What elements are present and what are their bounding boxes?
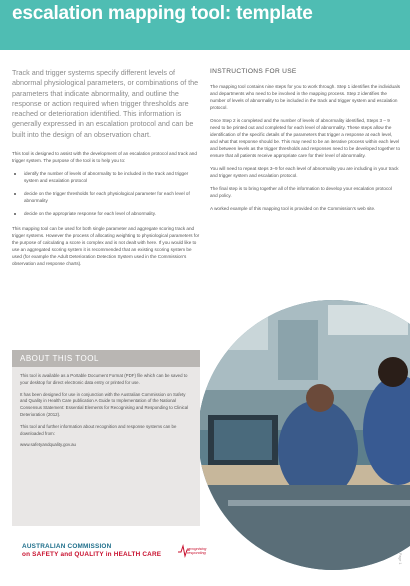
website-link[interactable]: www.safetyandquality.gov.au <box>20 442 76 448</box>
intro-lead-paragraph: Track and trigger systems specify different levels of abnormal physiological parameters, or combinations of the parameters that indicate abnormality, and outline the response or action required when trigger thresholds are reached or deterioration identified. This information is generally expressed in an escalation protocol and can be built into the design of an observation chart. <box>12 68 199 139</box>
instructions-paragraph: Once Step 2 is completed and the number of levels of abnormality identified, Steps 3 – 9 need to be printed out and completed for each level of abnormality. These steps allow the identification of the specific details of the parameters that trigger a response at each level, and what that response should be. This may need to be an iterative process within each level and between levels as the trigger thresholds and responses need to be developed together to ensure that all patients receive appropriate care for their level of abnormality. <box>210 118 401 158</box>
logo-line-1: AUSTRALIAN COMMISSION <box>22 543 112 550</box>
about-panel <box>12 350 200 526</box>
instructions-heading: INSTRUCTIONS FOR USE <box>210 68 297 75</box>
scoring-paragraph: This mapping tool can be used for both single parameter and aggregate scoring track and trigger systems. However the process of allocating weighting to physiological parameters for the purpose of calculating a score is complex and is not dealt with here. If you would like to use an aggregated scoring system it is recommended that an existing scoring system be used (for example the Adult Deterioration Detection System used in the Commission’s observation and response charts). <box>12 226 200 267</box>
instructions-paragraph: The mapping tool contains nine steps for you to work through. Step 1 identifies the individuals and departments who need to be involved in the mapping process. Step 2 identifies the number of levels of abnormality to be included in the track and trigger system and escalation protocol. <box>210 84 400 110</box>
about-body <box>12 367 200 447</box>
instructions-paragraph: A worked example of this mapping tool is provided on the Commission’s web site. <box>210 206 376 211</box>
purpose-list <box>12 170 200 217</box>
about-heading: ABOUT THIS TOOL <box>12 350 200 367</box>
logo-line-2: on SAFETY and QUALITY in HEALTH CARE <box>22 551 162 558</box>
list-item: decide on the trigger thresholds for each physiological parameter for each level of abnormality <box>12 190 200 204</box>
intro-purpose-paragraph: This tool is designed to assist with the development of an escalation protocol and track and trigger system. The purpose of the tool is to help you to: <box>12 151 197 164</box>
intro-column <box>12 68 200 273</box>
about-paragraph: This tool is available as a Portable Document Format (PDF) file which can be saved to your desktop for direct electronic data entry or printed for use. <box>20 373 188 385</box>
about-paragraph: This tool and further information about recognition and response systems can be downloaded from: <box>20 423 177 436</box>
nurses-at-station-image <box>198 300 410 570</box>
title-banner <box>0 0 410 50</box>
instructions-paragraph: You will need to repeat steps 3–9 for each level of abnormality you are including in your track and trigger system and escalation protocol. <box>210 166 399 178</box>
instructions-column <box>210 68 400 218</box>
logo2-text: recognising responding <box>187 547 207 556</box>
commission-logo <box>22 543 172 559</box>
about-paragraph: It has been designed for use in conjunction with the Australian Commission on Safety and Quality in Health Care publication A Guide to Implementation of the National Consensus Statement: Essential Elements for Recognising and Responding to Clinical Deterioration (2012). <box>20 391 189 417</box>
page-number: Page 1 <box>398 552 402 564</box>
hospital-ward-photo <box>198 300 410 570</box>
list-item: identify the number of levels of abnormality to be included in the track and trigger system and escalation protocol <box>12 170 200 184</box>
page-title: escalation mapping tool: template <box>12 3 313 24</box>
recognising-responding-logo <box>178 541 222 561</box>
list-item: decide on the appropriate response for each level of abnormality. <box>12 210 200 217</box>
instructions-paragraph: The final step is to bring together all of the information to develop your escalation protocol and policy. <box>210 186 392 198</box>
